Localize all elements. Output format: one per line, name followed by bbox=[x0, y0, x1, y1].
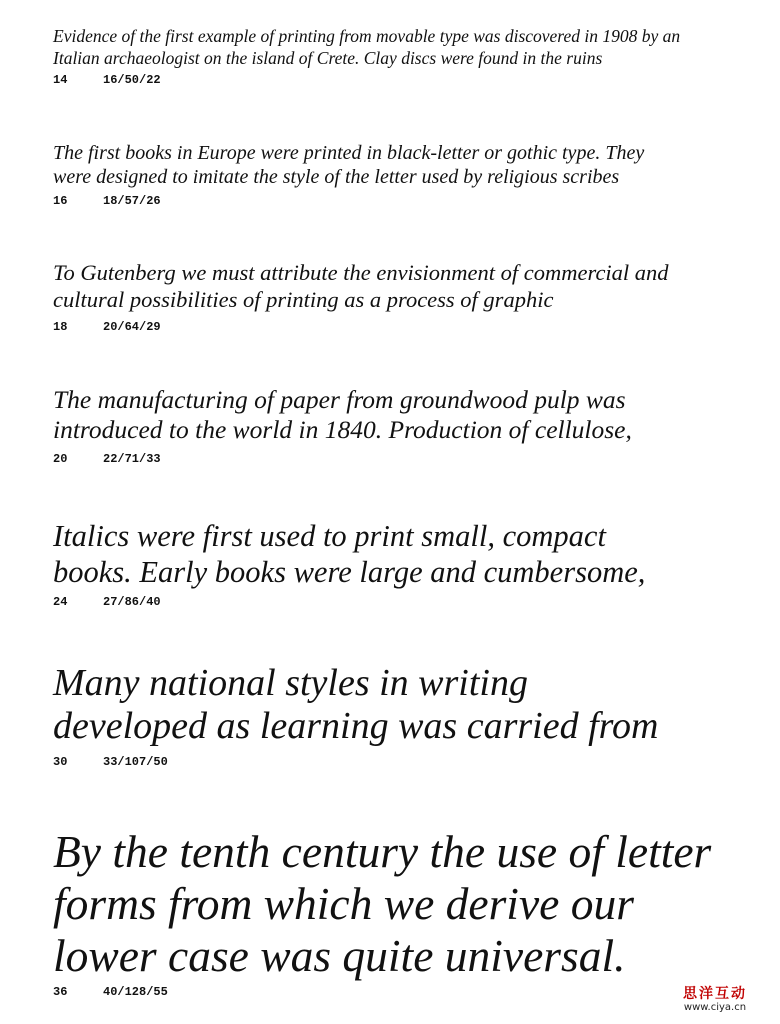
point-size-label: 30 bbox=[53, 755, 68, 769]
sample-line: The first books in Europe were printed in black-letter or gothic type. They bbox=[53, 142, 645, 164]
sample-line: introduced to the world in 1840. Production of cellulose, bbox=[53, 415, 632, 444]
point-size-label: 20 bbox=[53, 452, 68, 466]
spec-label: 40/128/55 bbox=[103, 985, 168, 999]
sample-line: By the tenth century the use of letter bbox=[53, 826, 712, 877]
sample-line: were designed to imitate the style of the letter used by religious scribes bbox=[53, 166, 620, 188]
sample-line: To Gutenberg we must attribute the envisionment of commercial and bbox=[53, 260, 669, 285]
sample-text bbox=[53, 259, 740, 313]
spec-label: 16/50/22 bbox=[103, 73, 161, 87]
point-size-label: 36 bbox=[53, 985, 68, 999]
sample-line: The manufacturing of paper from groundwood pulp was bbox=[53, 385, 626, 414]
point-size-label: 18 bbox=[53, 320, 68, 334]
spec-label: 27/86/40 bbox=[103, 595, 161, 609]
sample-line: books. Early books were large and cumbersome, bbox=[53, 555, 646, 589]
point-size-label: 24 bbox=[53, 595, 68, 609]
sample-text bbox=[53, 141, 740, 189]
sample-text bbox=[53, 662, 740, 748]
watermark-logo bbox=[672, 986, 758, 1016]
sample-line: developed as learning was carried from bbox=[53, 705, 659, 747]
point-size-label: 16 bbox=[53, 194, 68, 208]
spec-label: 33/107/50 bbox=[103, 755, 168, 769]
sample-line: cultural possibilities of printing as a process of graphic bbox=[53, 287, 554, 312]
sample-text bbox=[53, 518, 740, 590]
sample-text bbox=[53, 826, 740, 982]
sample-line: Italics were first used to print small, compact bbox=[53, 519, 606, 553]
spec-label: 18/57/26 bbox=[103, 194, 161, 208]
sample-line: Evidence of the first example of printing from movable type was discovered in 1908 by an bbox=[53, 26, 681, 46]
sample-line: Italian archaeologist on the island of Crete. Clay discs were found in the ruins bbox=[53, 48, 603, 68]
watermark-url: www.ciya.cn bbox=[683, 1002, 747, 1013]
spec-label: 22/71/33 bbox=[103, 452, 161, 466]
spec-label: 20/64/29 bbox=[103, 320, 161, 334]
watermark-text: 思洋互动 bbox=[683, 986, 747, 1002]
sample-text bbox=[53, 25, 740, 69]
sample-line: Many national styles in writing bbox=[53, 662, 528, 704]
point-size-label: 14 bbox=[53, 73, 68, 87]
sample-line: lower case was quite universal. bbox=[53, 930, 626, 981]
sample-line: forms from which we derive our bbox=[53, 878, 634, 929]
sample-text bbox=[53, 385, 740, 445]
